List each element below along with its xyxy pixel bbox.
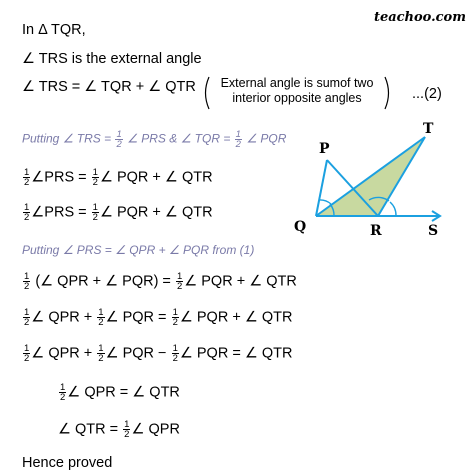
note-line-2: interior opposite angles — [232, 91, 362, 105]
eq-text: ∠ PQR + ∠ QTR — [99, 169, 213, 186]
frac-den: 2 — [24, 281, 30, 292]
frac-num: 1 — [98, 343, 104, 354]
angle-q-arc-2 — [319, 200, 331, 204]
fraction-half — [97, 344, 104, 363]
fraction-half — [115, 130, 122, 149]
line-half-qpr — [58, 383, 180, 402]
frac-num: 1 — [24, 167, 30, 178]
teachoo-logo: teachoo.com — [373, 10, 466, 25]
line-cancel — [22, 344, 292, 363]
triangle-figure — [290, 118, 470, 248]
fraction-half — [92, 168, 99, 187]
line-expanded — [22, 308, 292, 327]
label-q: Q — [294, 219, 307, 235]
frac-den: 2 — [172, 317, 178, 328]
frac-den: 2 — [98, 317, 104, 328]
eq-text: ∠ QPR = ∠ QTR — [67, 384, 180, 401]
line-trs-equation: ∠ TRS = ∠ TQR + ∠ QTR — [22, 79, 196, 95]
line-half-prs-2 — [22, 203, 213, 222]
frac-den: 2 — [60, 392, 66, 403]
fraction-half — [172, 344, 179, 363]
left-paren — [202, 76, 210, 110]
note-line-1: External angle is sumof two — [220, 76, 374, 90]
frac-den: 2 — [176, 281, 183, 292]
frac-den: 2 — [116, 139, 122, 150]
frac-den: 2 — [24, 317, 30, 328]
fraction-half — [176, 272, 183, 291]
eq-text: ∠ QPR + — [31, 309, 93, 326]
frac-den: 2 — [24, 177, 30, 188]
frac-num: 1 — [98, 307, 104, 318]
label-t: T — [423, 121, 434, 137]
eq-text: ∠ QPR — [131, 421, 180, 438]
frac-den: 2 — [92, 212, 98, 223]
eq-text: ∠PRS = — [31, 169, 87, 186]
fraction-half — [59, 383, 66, 402]
eq-text: ∠ PQR + ∠ QTR — [184, 273, 297, 290]
frac-num: 1 — [235, 129, 241, 140]
line-qp — [316, 160, 327, 216]
frac-num: 1 — [24, 271, 30, 282]
fraction-half — [123, 420, 130, 439]
frac-num: 1 — [116, 129, 122, 140]
frac-den: 2 — [124, 429, 130, 440]
eq-text: ∠ QPR + — [31, 345, 93, 362]
fraction-half — [92, 203, 99, 222]
eq-text: ∠ PQR = ∠ QTR — [179, 345, 293, 362]
frac-den: 2 — [24, 212, 30, 223]
fraction-half — [235, 130, 242, 149]
frac-num: 1 — [92, 202, 98, 213]
frac-num: 1 — [172, 343, 178, 354]
label-r: R — [370, 223, 382, 239]
frac-num: 1 — [172, 307, 178, 318]
fraction-half — [97, 308, 104, 327]
eq-text: (∠ QPR + ∠ PQR) = — [35, 273, 171, 290]
frac-den: 2 — [92, 177, 98, 188]
note-text: ∠ PRS & ∠ TQR = — [127, 131, 231, 146]
frac-num: 1 — [124, 419, 130, 430]
line-external-angle: ∠ TRS is the external angle — [22, 51, 202, 67]
putting-note-1 — [22, 130, 286, 149]
frac-num: 1 — [24, 307, 30, 318]
right-paren — [384, 76, 392, 110]
label-s: S — [428, 223, 439, 239]
fraction-half — [23, 344, 30, 363]
eq-text: ∠ QTR = — [58, 421, 119, 438]
eq-text: ∠ PQR = — [105, 309, 167, 326]
putting-note-2: Putting ∠ PRS = ∠ QPR + ∠ PQR from (1) — [22, 243, 255, 257]
frac-den: 2 — [235, 139, 241, 150]
note-text: Putting ∠ TRS = — [22, 131, 112, 146]
fraction-half — [23, 272, 30, 291]
frac-num: 1 — [176, 271, 183, 282]
frac-num: 1 — [24, 202, 30, 213]
line-in-triangle: In Δ TQR, — [22, 22, 86, 38]
eq-text: ∠ PQR + ∠ QTR — [99, 204, 213, 221]
fraction-half — [172, 308, 179, 327]
line-half-prs-1 — [22, 168, 213, 187]
line-substituted — [22, 272, 297, 291]
eq-text: ∠ PQR − — [105, 345, 167, 362]
frac-den: 2 — [24, 353, 30, 364]
equation-ref-2: ...(2) — [412, 86, 442, 102]
frac-num: 1 — [24, 343, 30, 354]
note-text: ∠ PQR — [246, 131, 287, 146]
fraction-half — [23, 308, 30, 327]
eq-text: ∠PRS = — [31, 204, 87, 221]
external-angle-note — [202, 76, 392, 106]
frac-num: 1 — [60, 382, 66, 393]
fraction-half — [23, 203, 30, 222]
line-final-result — [58, 420, 180, 439]
fraction-half — [23, 168, 30, 187]
label-p: P — [319, 141, 330, 157]
hence-proved: Hence proved — [22, 455, 113, 471]
frac-den: 2 — [172, 353, 178, 364]
frac-den: 2 — [98, 353, 104, 364]
angle-r-arc-1 — [390, 202, 396, 216]
eq-text: ∠ PQR + ∠ QTR — [179, 309, 293, 326]
frac-num: 1 — [92, 167, 98, 178]
